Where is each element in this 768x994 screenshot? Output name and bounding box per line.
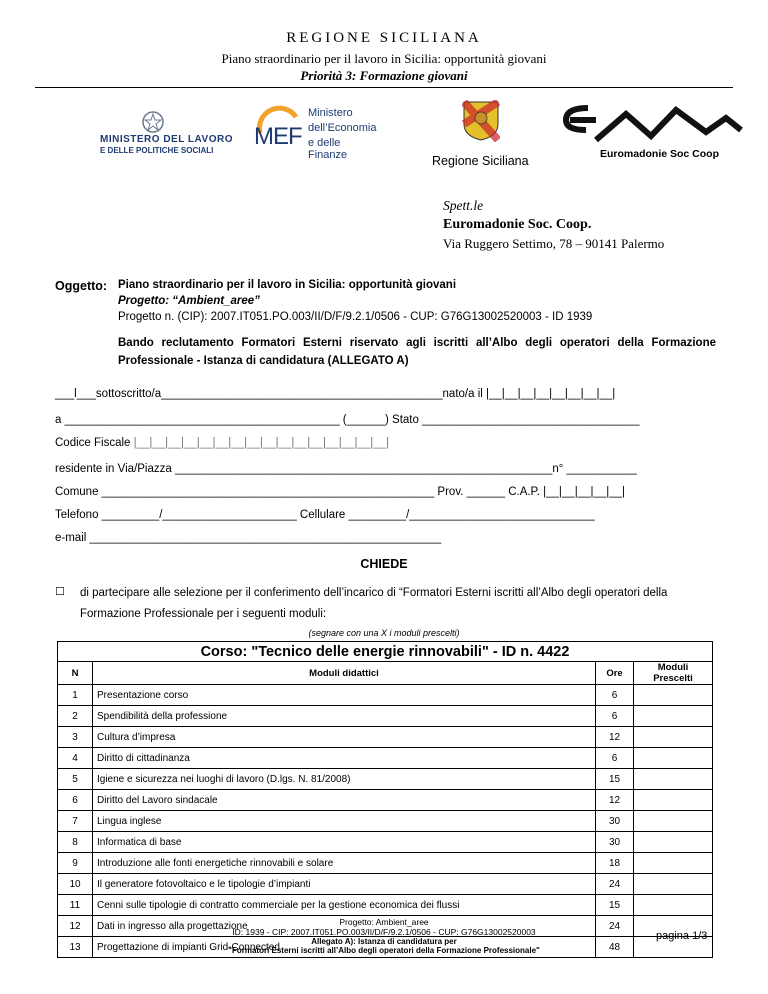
- module-select-cell[interactable]: [634, 706, 713, 727]
- bando-text: Bando reclutamento Formatori Esterni riservato agli iscritti all’Albo degli operatori della Formazione Professionale - Istanza di candidatura (ALLEGATO A): [118, 337, 716, 367]
- table-row: [58, 727, 713, 748]
- module-number: 10: [58, 874, 93, 895]
- module-number: 3: [58, 727, 93, 748]
- footer-allegato: Allegato A): Istanza di candidatura per: [311, 937, 457, 946]
- module-name: Dati in ingresso alla progettazione: [93, 916, 596, 937]
- module-select-cell[interactable]: [634, 811, 713, 832]
- module-hours: 30: [596, 811, 634, 832]
- oggetto-progetto: Progetto: “Ambient_aree”: [118, 295, 260, 307]
- module-name: Cenni sulle tipologie di contratto commerciale per la gestione economica dei flussi: [93, 895, 596, 916]
- italian-emblem-icon: [140, 110, 166, 134]
- mef-line1: Ministero: [308, 107, 353, 119]
- mef-logo: [252, 103, 382, 163]
- module-name: Introduzione alle fonti energetiche rinnovabili e solare: [93, 853, 596, 874]
- regione-siciliana-label: Regione Siciliana: [432, 154, 529, 168]
- page-number: pagina 1/3: [656, 930, 708, 942]
- module-hours: 24: [596, 916, 634, 937]
- table-row: [58, 685, 713, 706]
- module-select-cell[interactable]: [634, 895, 713, 916]
- module-select-cell[interactable]: [634, 685, 713, 706]
- module-hours: 24: [596, 874, 634, 895]
- sottoscritto-field[interactable]: ___l___sottoscritto/a____________________________________________nato/a il |__|__|__|__|__|__|__|__|: [55, 388, 616, 400]
- module-number: 1: [58, 685, 93, 706]
- header-priority: Priorità 3: Formazione giovani: [300, 68, 468, 83]
- module-hours: 12: [596, 790, 634, 811]
- segnare-note: (segnare con una X i moduli prescelti): [308, 628, 460, 638]
- checkbox-icon[interactable]: ☐: [55, 586, 65, 598]
- ministero-lavoro-line2: E DELLE POLITICHE SOCIALI: [100, 146, 214, 155]
- module-select-cell[interactable]: [634, 874, 713, 895]
- module-number: 2: [58, 706, 93, 727]
- module-number: 9: [58, 853, 93, 874]
- oggetto-label: Oggetto:: [55, 279, 108, 293]
- residenza-field[interactable]: residente in Via/Piazza ___________________________________________________________n° ___________: [55, 463, 637, 475]
- module-name: Diritto del Lavoro sindacale: [93, 790, 596, 811]
- module-select-cell[interactable]: [634, 727, 713, 748]
- module-hours: 15: [596, 769, 634, 790]
- mef-line2: dell’Economia: [308, 122, 377, 134]
- header-subtitle: Piano straordinario per il lavoro in Sicilia: opportunità giovani: [221, 51, 547, 66]
- module-name: Cultura d’impresa: [93, 727, 596, 748]
- mef-acronym: MEF: [254, 123, 302, 150]
- table-row: [58, 832, 713, 853]
- footer-formatori: "Formatori Esterni iscritti all’Albo degli operatori della Formazione Professionale": [228, 946, 540, 955]
- recipient-address: Via Ruggero Settimo, 78 – 90141 Palermo: [443, 236, 665, 251]
- header-moduli: Moduli didattici: [93, 662, 596, 685]
- codice-fiscale-boxes[interactable]: |__|__|__|__|__|__|__|__|__|__|__|__|__|__|__|__|: [133, 437, 390, 449]
- module-hours: 12: [596, 727, 634, 748]
- euromadonie-logo-text: Euromadonie Soc Coop: [600, 148, 720, 160]
- module-name: Spendibilità della professione: [93, 706, 596, 727]
- euromadonie-logo: [556, 100, 746, 162]
- module-select-cell[interactable]: [634, 790, 713, 811]
- footer-progetto: Progetto: Ambient_aree: [339, 917, 429, 927]
- header-ore: Ore: [596, 662, 634, 685]
- luogo-nascita-field[interactable]: a ___________________________________________ (______) Stato __________________________________: [55, 414, 640, 426]
- module-name: Il generatore fotovoltaico e le tipologie d’impianti: [93, 874, 596, 895]
- module-name: Igiene e sicurezza nei luoghi di lavoro (D.lgs. N. 81/2008): [93, 769, 596, 790]
- table-row: [58, 706, 713, 727]
- table-row: [58, 748, 713, 769]
- footer-codes: ID: 1939 - CIP: 2007.IT051.PO.003/II/D/F/9.2.1/0506 - CUP: G76G13002520003: [232, 927, 536, 937]
- module-hours: 15: [596, 895, 634, 916]
- course-table: [57, 641, 713, 958]
- module-select-cell[interactable]: [634, 769, 713, 790]
- module-select-cell[interactable]: [634, 748, 713, 769]
- module-name: Presentazione corso: [93, 685, 596, 706]
- chiede-heading: CHIEDE: [360, 557, 408, 571]
- module-hours: 6: [596, 685, 634, 706]
- regione-siciliana-logo: [462, 100, 500, 142]
- module-hours: 6: [596, 748, 634, 769]
- module-number: 6: [58, 790, 93, 811]
- oggetto-text: Piano straordinario per il lavoro in Sicilia: opportunità giovani: [118, 279, 457, 291]
- module-number: 8: [58, 832, 93, 853]
- recipient-greeting: Spett.le: [443, 198, 484, 213]
- header-n: N: [58, 662, 93, 685]
- module-number: 4: [58, 748, 93, 769]
- table-header-row: [58, 662, 713, 685]
- table-row: [58, 853, 713, 874]
- table-row: [58, 811, 713, 832]
- oggetto-numero: Progetto n. (CIP): 2007.IT051.PO.003/II/D/F/9.2.1/0506 - CUP: G76G13002520003 - ID 1939: [118, 311, 593, 323]
- module-select-cell[interactable]: [634, 832, 713, 853]
- module-name: Diritto di cittadinanza: [93, 748, 596, 769]
- module-name: Progettazione di impianti Grid-Connected: [93, 937, 596, 958]
- module-select-cell[interactable]: [634, 853, 713, 874]
- module-number: 11: [58, 895, 93, 916]
- header-divider: [35, 87, 733, 88]
- ministero-lavoro-logo: [100, 110, 233, 158]
- module-name: Informatica di base: [93, 832, 596, 853]
- table-row: [58, 790, 713, 811]
- module-number: 12: [58, 916, 93, 937]
- telefono-field[interactable]: Telefono _________/_____________________ Cellulare _________/_____________________________: [55, 509, 595, 521]
- table-row: [58, 874, 713, 895]
- trinacria-shield-icon: [462, 100, 500, 142]
- module-hours: 18: [596, 853, 634, 874]
- module-number: 13: [58, 937, 93, 958]
- email-field[interactable]: e-mail _______________________________________________________: [55, 532, 442, 544]
- partecipare-text: di partecipare alle selezione per il conferimento dell’incarico di “Formatori Esterni iscritti all’Albo degli operatori della Formazione Professionale per i seguenti moduli:: [80, 587, 668, 620]
- module-name: Lingua inglese: [93, 811, 596, 832]
- module-number: 7: [58, 811, 93, 832]
- module-hours: 48: [596, 937, 634, 958]
- table-row: [58, 769, 713, 790]
- comune-field[interactable]: Comune ____________________________________________________ Prov. ______ C.A.P. |__|__|__|__|__|: [55, 486, 626, 498]
- module-hours: 6: [596, 706, 634, 727]
- ministero-lavoro-line1: MINISTERO DEL LAVORO: [100, 134, 233, 145]
- header-prescelti: Moduli Prescelti: [634, 662, 713, 685]
- mountains-icon: [556, 100, 746, 150]
- codice-fiscale-label: Codice Fiscale: [55, 437, 134, 449]
- table-row: [58, 895, 713, 916]
- recipient-name: Euromadonie Soc. Coop.: [443, 217, 592, 232]
- module-number: 5: [58, 769, 93, 790]
- module-hours: 30: [596, 832, 634, 853]
- course-title: Corso: "Tecnico delle energie rinnovabili" - ID n. 4422: [58, 642, 713, 662]
- codice-fiscale-field[interactable]: [55, 437, 389, 449]
- header-title: REGIONE SICILIANA: [286, 30, 482, 46]
- mef-line3: e delle Finanze: [308, 137, 348, 161]
